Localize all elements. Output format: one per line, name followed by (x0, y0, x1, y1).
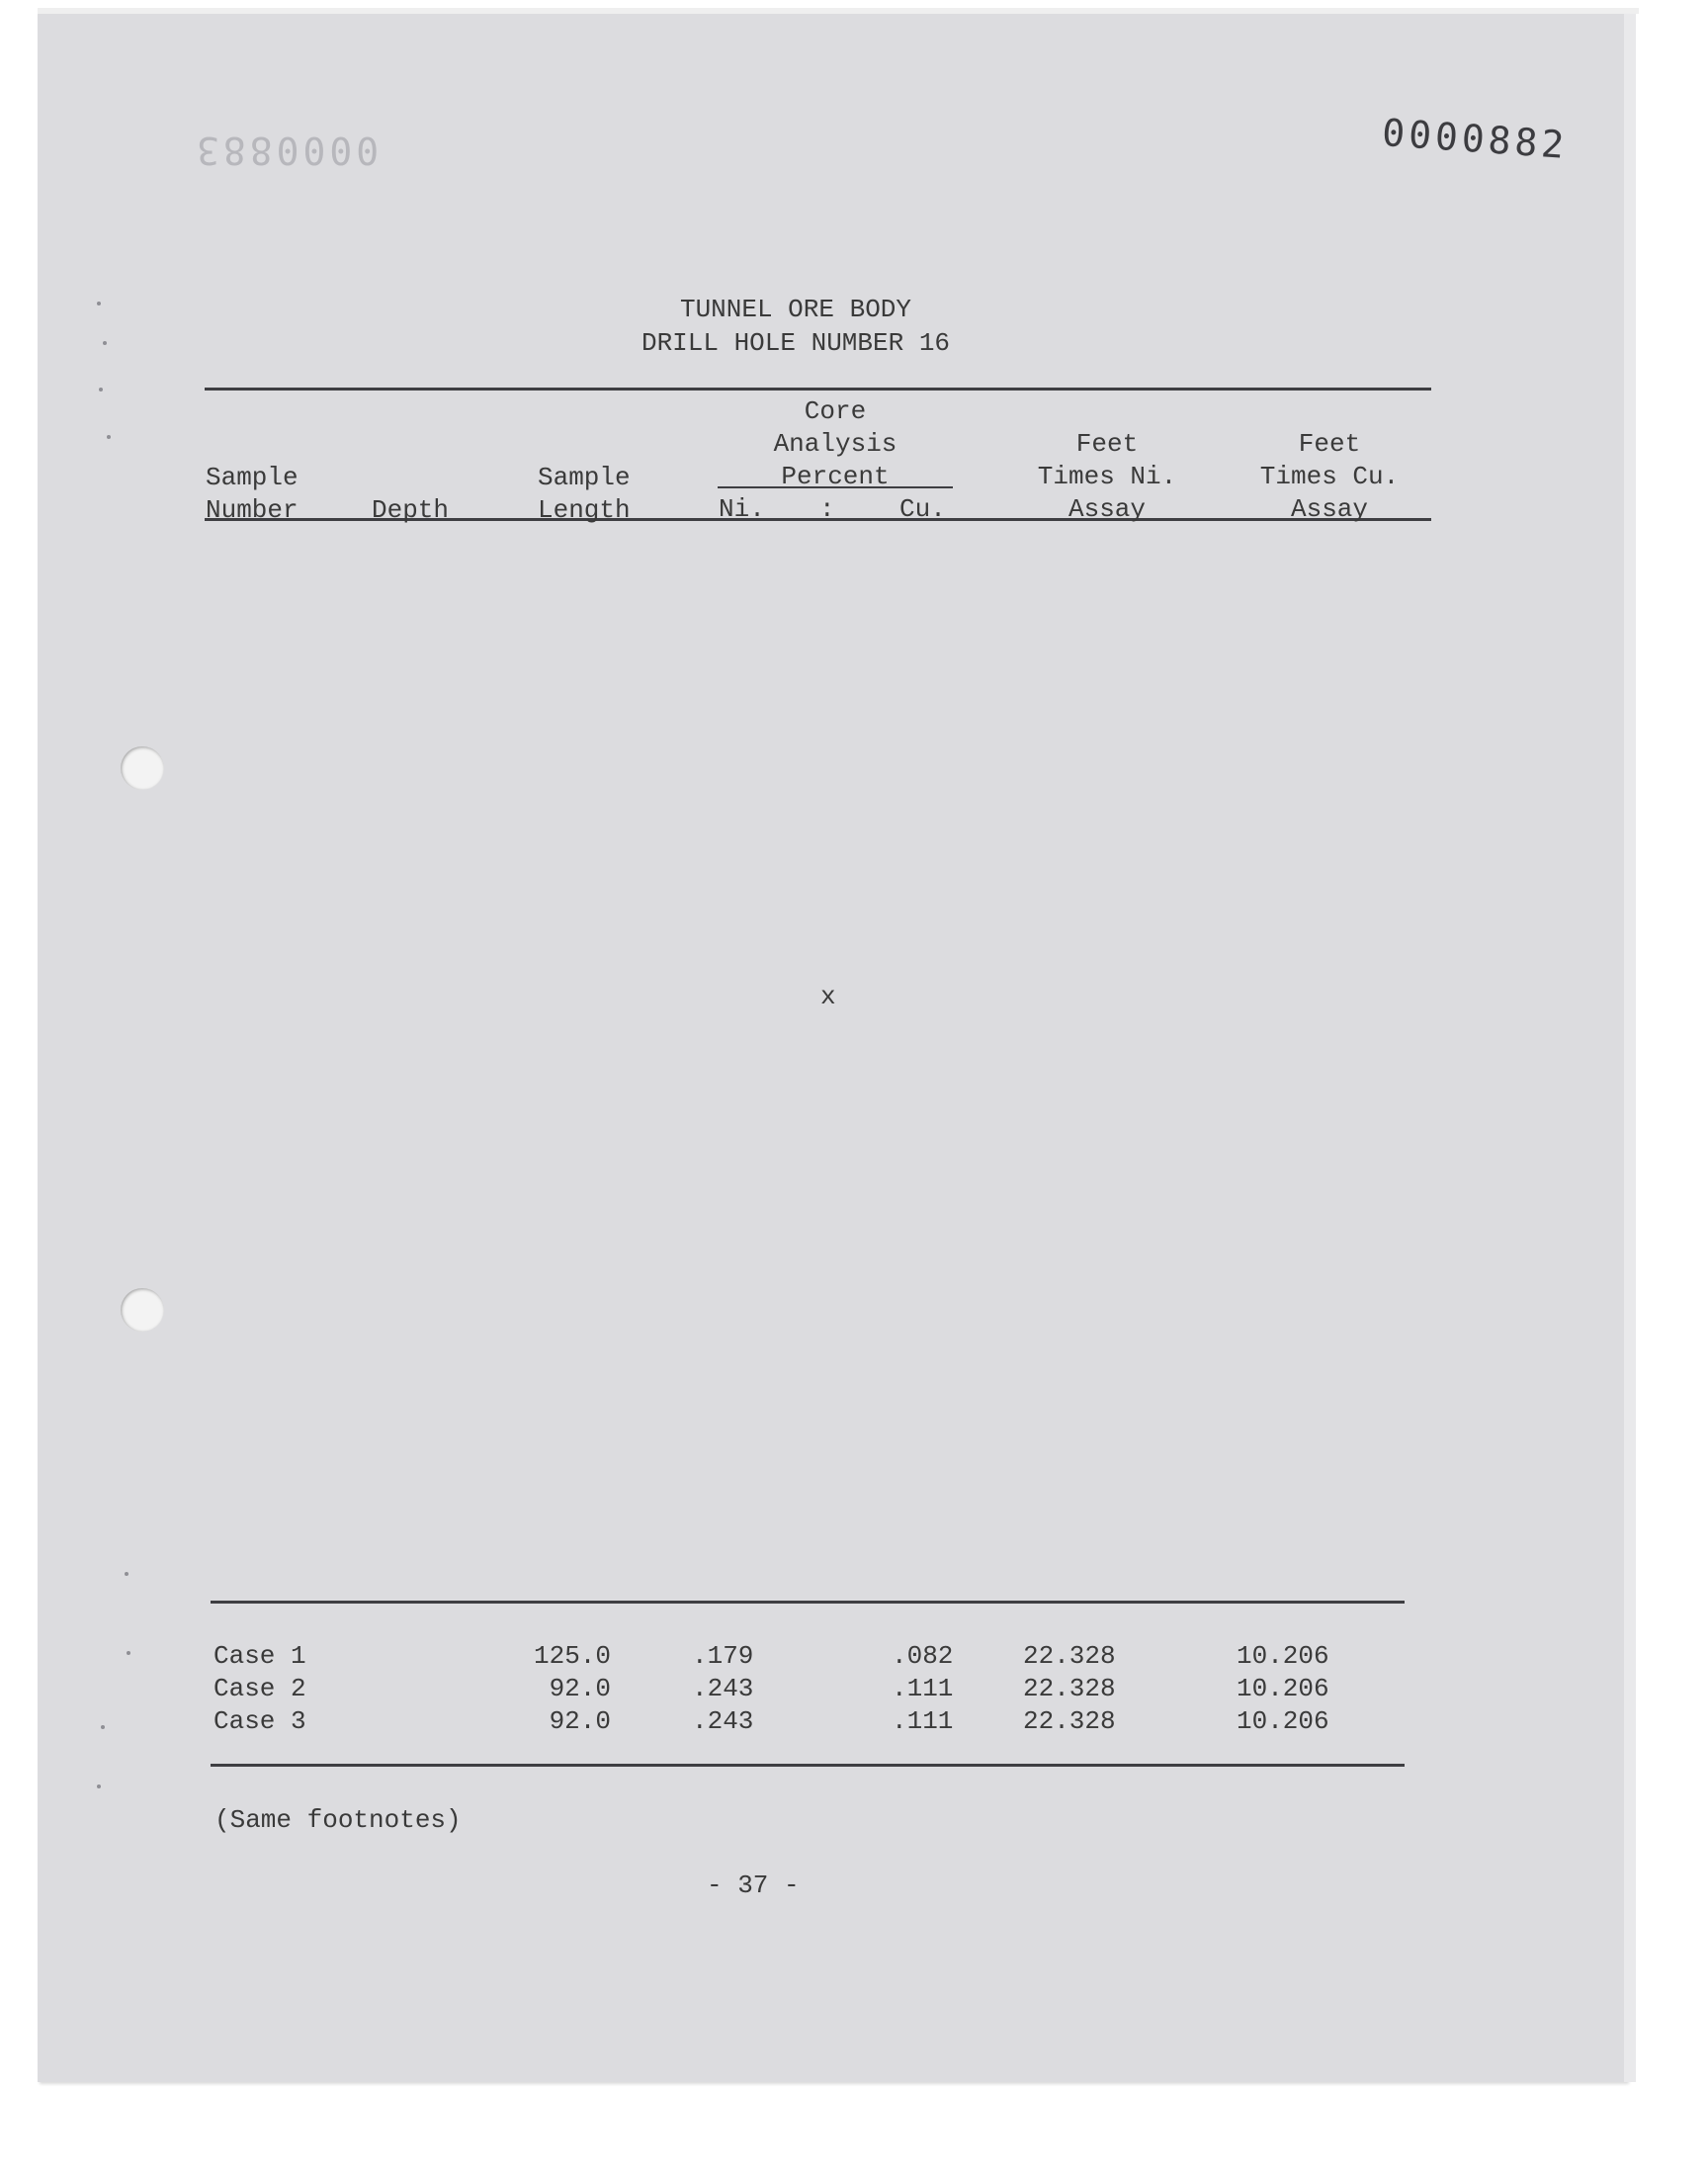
margin-speck (97, 302, 101, 305)
summary-bottom-rule (211, 1764, 1405, 1767)
summary-top-rule (211, 1601, 1405, 1604)
row-ni: .243 (692, 1706, 754, 1736)
header-sample-number-line-2: Number (206, 495, 299, 525)
header-cu: Cu. (899, 494, 946, 524)
margin-speck (127, 1651, 130, 1655)
margin-speck (99, 388, 103, 392)
row-feet-cu: 10.206 (1237, 1641, 1329, 1671)
row-ni: .179 (692, 1641, 754, 1671)
punch-hole-top (121, 746, 164, 790)
row-cu: .111 (892, 1706, 954, 1736)
header-ni: Ni. (719, 494, 765, 524)
header-feet-ni-line-1: Feet (1075, 429, 1139, 459)
header-colon: : (819, 494, 835, 524)
header-feet-cu-line-1: Feet (1298, 429, 1361, 459)
header-core-analysis-line-1: Core (804, 396, 867, 426)
row-feet-cu: 10.206 (1237, 1706, 1329, 1736)
row-label: Case 1 (214, 1641, 306, 1671)
header-core-analysis-line-2: Analysis (773, 429, 897, 459)
row-sample-length: 125.0 (533, 1641, 611, 1671)
document-number-stamp: 0000882 (1380, 111, 1570, 168)
row-cu: .111 (892, 1674, 954, 1703)
header-core-analysis-line-3: Percent (781, 462, 890, 491)
title-line-2: DRILL HOLE NUMBER 16 (640, 328, 951, 358)
page-number: - 37 - (707, 1870, 800, 1900)
paper-right-edge (1624, 14, 1636, 2082)
title-line-1: TUNNEL ORE BODY (679, 295, 912, 324)
row-cu: .082 (892, 1641, 954, 1671)
row-feet-cu: 10.206 (1237, 1674, 1329, 1703)
header-sample-length-line-1: Sample (538, 463, 631, 492)
footnote-note: (Same footnotes) (214, 1805, 462, 1835)
margin-speck (125, 1572, 128, 1576)
header-sample-number-line-1: Sample (206, 463, 299, 492)
table-top-rule (205, 388, 1431, 391)
row-feet-ni: 22.328 (1023, 1674, 1116, 1703)
row-feet-ni: 22.328 (1023, 1641, 1116, 1671)
row-label: Case 3 (214, 1706, 306, 1736)
header-feet-cu-line-3: Assay (1290, 494, 1368, 524)
bleed-through-number-stamp: 0000883 (193, 129, 380, 172)
center-x-mark: x (820, 982, 836, 1011)
row-feet-ni: 22.328 (1023, 1706, 1116, 1736)
margin-speck (97, 1784, 101, 1788)
row-sample-length: 92.0 (549, 1706, 611, 1736)
header-feet-cu-line-2: Times Cu. (1259, 462, 1400, 491)
punch-hole-bottom (121, 1288, 164, 1332)
margin-speck (107, 435, 111, 439)
header-depth: Depth (372, 495, 450, 525)
row-sample-length: 92.0 (549, 1674, 611, 1703)
header-sample-length-line-2: Length (538, 495, 631, 525)
row-label: Case 2 (214, 1674, 306, 1703)
header-feet-ni-line-3: Assay (1068, 494, 1146, 524)
row-ni: .243 (692, 1674, 754, 1703)
header-feet-ni-line-2: Times Ni. (1037, 462, 1177, 491)
margin-speck (103, 341, 107, 345)
margin-speck (101, 1725, 105, 1729)
